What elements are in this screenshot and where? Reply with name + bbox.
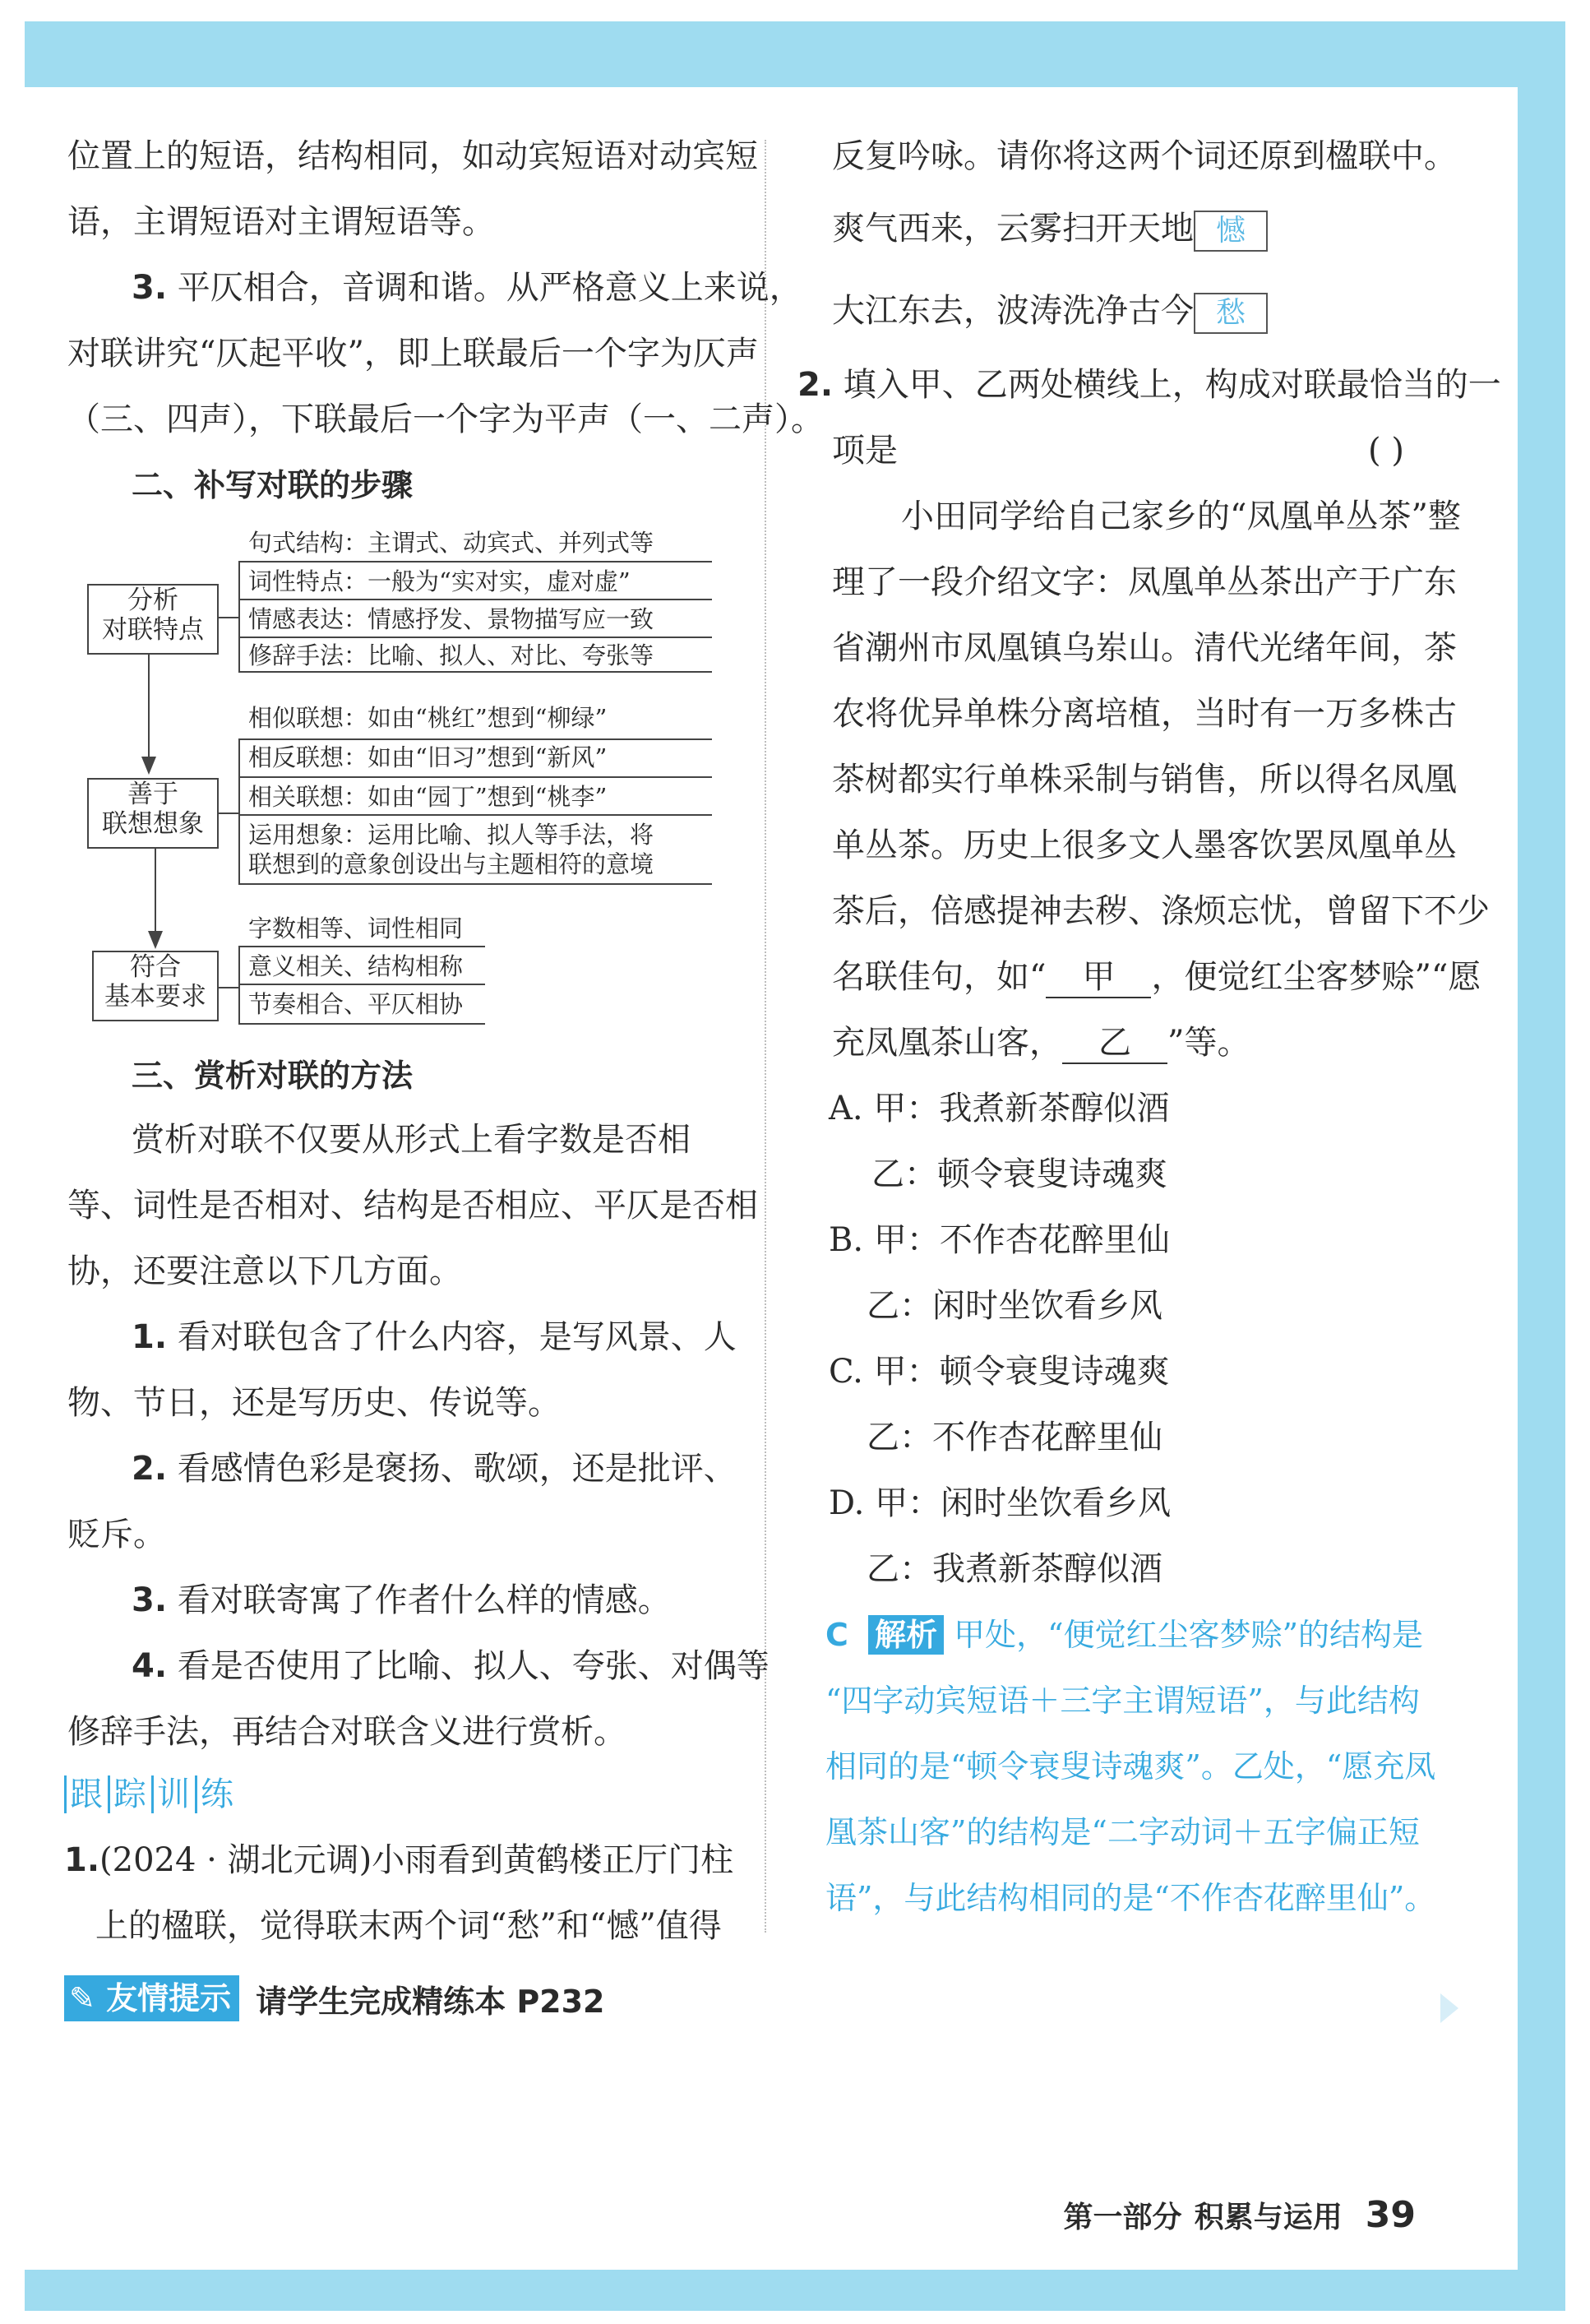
question-line: 上的楹联，觉得联末两个词“愁”和“憾”值得 [95,1907,722,1945]
couplet-text: 大江东去，波涛洗净古今 [832,292,1194,330]
point-number: 3. [132,269,168,307]
item-underline [238,1023,485,1025]
box-line: 联想想象 [102,809,204,839]
tip-label: ✎ 友情提示 [64,1975,239,2021]
passage-line: 茶后，倍感提神去秽、涤烦忘忧，曾留下不少 [832,892,1490,930]
connector [217,987,238,988]
question-line: 项是 [832,432,898,470]
passage-text: 充凤凰茶山客， [832,1024,1062,1062]
answer-line: “四字动宾短语＋三字主谓短语”，与此结构 [825,1683,1420,1719]
left-text-line: 协，还要注意以下几方面。 [67,1252,462,1290]
passage-line: 小田同学给自己家乡的“凤凰单丛茶”整 [901,498,1461,535]
option-jia: 甲：顿令衰叟诗魂爽 [873,1353,1170,1391]
option-c [829,1352,1170,1391]
point-number: 3. [132,1581,168,1619]
option-b [829,1220,1170,1260]
item-underline [238,671,712,673]
training-char: 练 [195,1775,233,1813]
box-line: 基本要求 [104,982,206,1012]
diagram-box-requirements [92,951,219,1021]
diagram-box-imagine [87,778,219,849]
point-text: 平仄相合，音调和谐。从严格意义上来说， [177,269,802,307]
option-label: D. [829,1484,865,1522]
training-char: 踪 [108,1775,146,1813]
item-underline [238,561,712,562]
bottom-color-band [25,2270,1565,2311]
question-number: 2. [797,366,834,404]
answer-letter: C [825,1617,848,1653]
right-color-band [1518,21,1565,2291]
point-text: 看感情色彩是褒扬、歌颂，还是批评、 [177,1450,737,1488]
diagram-item: 字数相等、词性相同 [248,914,464,942]
option-a-yi: 乙：顿令衰叟诗魂爽 [871,1155,1167,1193]
diagram-item: 节奏相合、平仄相协 [248,990,464,1018]
next-arrow-icon [1440,1993,1458,2023]
top-color-band [25,21,1565,87]
passage-line [832,1023,1250,1064]
flow-arrowhead [141,757,156,775]
couplet-answer-box: 憾 [1194,211,1268,252]
tip-text: 请学生完成精练本 P232 [256,1983,605,2020]
question-number: 1. [64,1841,100,1879]
point-line [132,1317,737,1357]
passage-line: 茶树都实行单株采制与销售，所以得名凤凰 [832,761,1457,799]
answer-first-line [825,1615,1423,1655]
couplet-line [832,209,1268,252]
section-heading: 三、赏析对联的方法 [132,1058,414,1094]
couplet-answer-box: 愁 [1194,293,1268,334]
right-text-line: 反复吟咏。请你将这两个词还原到楹联中。 [832,137,1457,175]
diagram-item: 词性特点：一般为“实对实，虚对虚” [248,567,631,595]
option-d [829,1484,1171,1523]
connector [217,617,238,618]
answer-line: 语”，与此结构相同的是“不作杏花醉里仙”。 [825,1880,1436,1916]
box-line: 对联特点 [102,615,204,645]
blank-yi: 乙 [1062,1023,1167,1064]
item-underline [238,637,712,638]
option-jia: 甲：不作杏花醉里仙 [873,1221,1170,1259]
couplet-text: 爽气西来，云雾扫开天地 [832,210,1194,248]
passage-text: ”等。 [1167,1024,1250,1062]
option-label: C. [829,1353,863,1391]
option-jia: 甲：我煮新茶醇似酒 [873,1090,1170,1127]
left-text-line: 贬斥。 [67,1516,166,1553]
left-text-line: 语，主谓短语对主谓短语等。 [67,203,495,241]
flow-arrowhead [148,931,163,949]
page-number: 39 [1365,2194,1416,2236]
item-underline [238,883,712,885]
option-label: B. [829,1221,864,1259]
training-heading [64,1775,238,1814]
left-text-line: 修辞手法，再结合对联含义进行赏析。 [67,1713,626,1751]
item-underline [238,946,485,947]
footer-title: 积累与运用 [1194,2201,1343,2234]
passage-line [832,957,1481,998]
passage-line: 省潮州市凤凰镇乌岽山。清代光绪年间，茶 [832,629,1457,667]
option-label: A. [829,1090,863,1127]
bracket [238,738,240,883]
diagram-item: 句式结构：主谓式、动宾式、并列式等 [248,529,654,557]
training-char: 跟 [64,1775,103,1813]
option-c-yi: 乙：不作杏花醉里仙 [867,1419,1162,1456]
point-number: 4. [132,1647,168,1685]
passage-line: 单丛茶。历史上很多文人墨客饮罢凤凰单丛 [832,826,1457,864]
answer-text: 甲处，“便觉红尘客梦赊”的结构是 [954,1617,1424,1653]
diagram-box-analyze [87,584,219,655]
box-line: 善于 [127,780,178,809]
couplet-line [832,291,1268,334]
item-underline [238,599,712,600]
option-jia: 甲：闲时坐饮看乡风 [875,1484,1172,1522]
point-line [132,1646,770,1686]
item-underline [238,984,485,985]
point-text: 看对联包含了什么内容，是写风景、人 [177,1318,737,1356]
bracket [238,561,240,671]
diagram-item: 情感表达：情感抒发、景物描写应一致 [248,605,654,633]
point-number: 2. [132,1450,168,1488]
connector [217,812,238,814]
diagram-item: 联想到的意象创设出与主题相符的意境 [248,850,654,878]
passage-line: 农将优异单株分离培植，当时有一万多株古 [832,695,1457,733]
left-text-line: 赏析对联不仅要从形式上看字数是否相 [132,1121,691,1159]
left-text-line: 物、节日，还是写历史、传说等。 [67,1384,561,1422]
passage-text: ，便觉红尘客梦赊”“愿 [1151,958,1481,996]
diagram-item: 修辞手法：比喻、拟人、对比、夸张等 [248,641,654,669]
answer-line: 相同的是“顿令衰叟诗魂爽”。乙处，“愿充凤 [825,1748,1436,1785]
footer-part: 第一部分 [1063,2201,1182,2234]
left-text-line: 等、词性是否相对、结构是否相应、平仄是否相 [67,1187,758,1224]
diagram-item: 相似联想：如由“桃红”想到“柳绿” [248,704,608,732]
diagram-item: 运用想象：运用比喻、拟人等手法，将 [248,821,654,849]
option-d-yi: 乙：我煮新茶醇似酒 [867,1550,1162,1588]
item-underline [238,776,712,778]
option-b-yi: 乙：闲时坐饮看乡风 [867,1287,1162,1325]
point-line [132,1449,737,1488]
flow-arrow-line [148,653,150,760]
question-line [797,365,1501,405]
flow-arrow-line [155,847,156,933]
question-text: (2024 · 湖北元调)小雨看到黄鹤楼正厅门柱 [99,1841,734,1879]
left-text-line: 位置上的短语，结构相同，如动宾短语对动宾短 [67,137,758,175]
point-number: 1. [132,1318,168,1356]
item-underline [238,814,712,816]
training-char: 训 [151,1775,190,1813]
passage-line: 理了一段介绍文字：凤凰单丛茶出产于广东 [832,563,1457,601]
page-footer [1063,2194,1416,2236]
analysis-tag: 解析 [868,1615,944,1655]
blank-jia: 甲 [1046,957,1151,998]
answer-line: 凰茶山客”的结构是“二字动词＋五字偏正短 [825,1814,1420,1850]
question-text: 填入甲、乙两处横线上，构成对联最恰当的一 [843,366,1501,404]
left-text-line: （三、四声），下联最后一个字为平声（一、二声）。 [67,400,824,438]
item-underline [238,738,712,740]
point-text: 看对联寄寓了作者什么样的情感。 [177,1581,671,1619]
tip-label-text: 友情提示 [106,1980,232,2016]
box-line: 分析 [127,586,178,615]
option-a [829,1089,1169,1128]
point-text: 看是否使用了比喻、拟人、夸张、对偶等 [177,1647,770,1685]
section-heading: 二、补写对联的步骤 [132,467,414,503]
point-line [132,1581,671,1620]
point-line [132,268,802,308]
diagram-item: 意义相关、结构相称 [248,952,464,980]
box-line: 符合 [130,952,181,982]
diagram-item: 相关联想：如由“园丁”想到“桃李” [248,783,608,811]
passage-text: 名联佳句，如“ [832,958,1047,996]
question-line [64,1840,733,1880]
answer-parentheses: ( ) [1368,432,1404,470]
diagram-item: 相反联想：如由“旧习”想到“新风” [248,743,608,771]
friendly-tip [64,1975,605,2021]
left-text-line: 对联讲究“仄起平收”，即上联最后一个字为仄声 [67,335,759,373]
